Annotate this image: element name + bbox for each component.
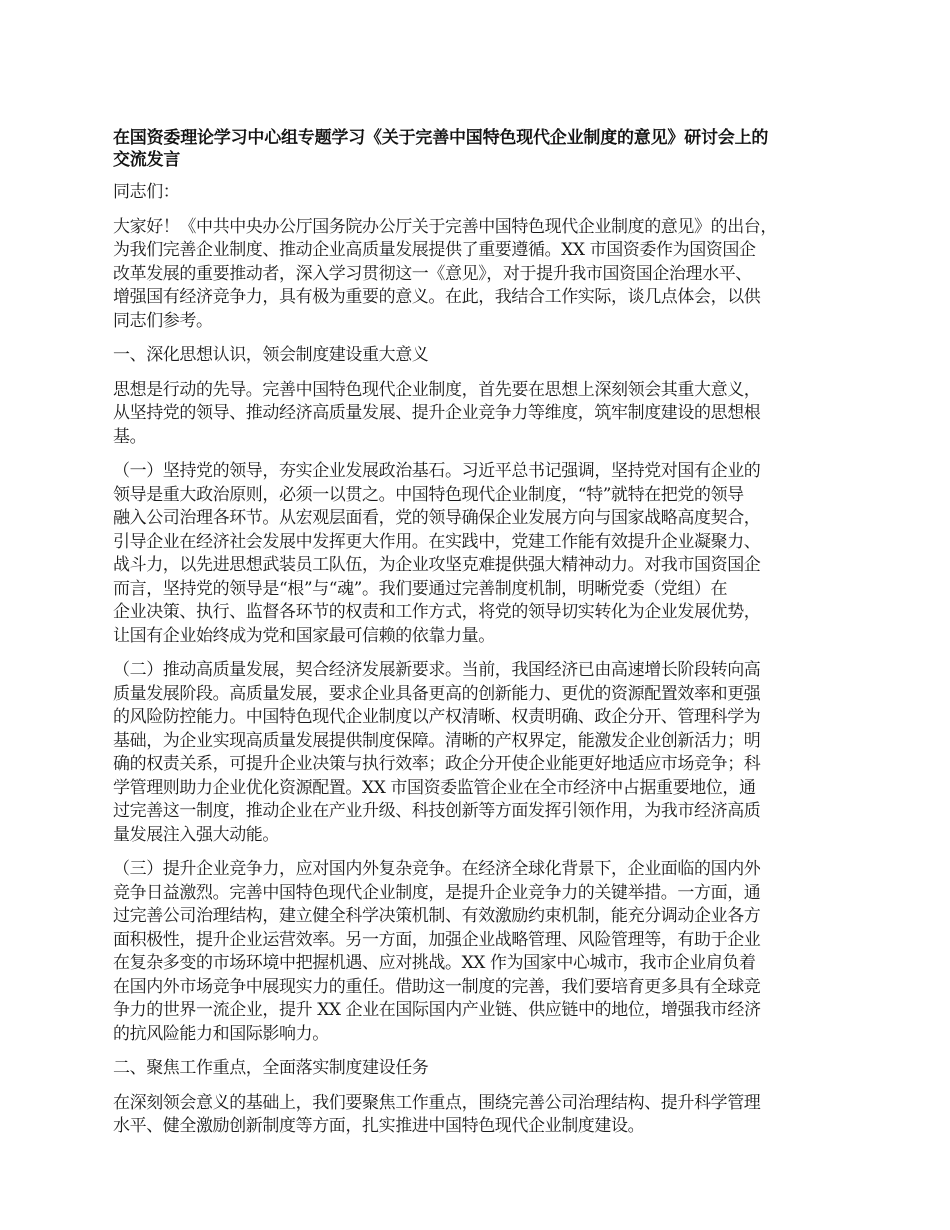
text-line: 思想是行动的先导。完善中国特色现代企业制度，首先要在思想上深刻领会其重大意义， (113, 379, 761, 400)
section1-intro-paragraph (113, 379, 848, 450)
text-line: 大家好！《中共中央办公厅国务院办公厅关于完善中国特色现代企业制度的意见》的出台， (113, 216, 777, 237)
text-line: 企业决策、执行、监督各环节的权责和工作方式，将党的领导切实转化为企业发展优势， (113, 602, 761, 622)
text-line: （三）提升企业竞争力，应对国内外复杂竞争。在经济全球化背景下，企业面临的国内外 (113, 859, 761, 879)
text-line: （一）坚持党的领导，夯实企业发展政治基石。习近平总书记强调，坚持党对国有企业的 (113, 461, 761, 481)
text-line: 融入公司治理各环节。从宏观层面看，党的领导确保企业发展方向与国家战略高度契合， (113, 508, 761, 528)
text-line: 在复杂多变的市场环境中把握机遇、应对挑战。XX 作为国家中心城市，我市企业肩负着 (113, 953, 756, 973)
text-line: 的风险防控能力。中国特色现代企业制度以产权清晰、权责明确、政企分开、管理科学为 (113, 707, 761, 727)
text-line: 争力的世界一流企业，提升 XX 企业在国际国内产业链、供应链中的地位，增强我市经济 (113, 1000, 761, 1020)
document-page (113, 127, 848, 1150)
text-line: 过完善这一制度，推动企业在产业升级、科技创新等方面发挥引领作用，为我市经济高质 (113, 801, 761, 821)
point-2-paragraph (113, 659, 848, 847)
text-line: 领导是重大政治原则，必须一以贯之。中国特色现代企业制度，“特”就特在把党的领导 (113, 484, 744, 505)
point-1-paragraph (113, 460, 848, 648)
text-line: 基础，为企业实现高质量发展提供制度保障。清晰的产权界定，能激发企业创新活力；明 (113, 730, 761, 751)
point-3-paragraph (113, 858, 848, 1046)
text-line: 竞争日益激烈。完善中国特色现代企业制度，是提升企业竞争力的关键举措。一方面，通 (113, 882, 761, 903)
section-heading-1: 一、深化思想认识，领会制度建设重大意义 (113, 345, 429, 365)
text-line: 水平、健全激励创新制度等方面，扎实推进中国特色现代企业制度建设。 (113, 1116, 645, 1136)
text-line: 战斗力，以先进思想武装员工队伍，为企业攻坚克难提供强大精神动力。对我市国资国企 (113, 555, 761, 575)
title-line: 在国资委理论学习中心组专题学习《关于完善中国特色现代企业制度的意见》研讨会上的 (113, 128, 769, 148)
text-line: 改革发展的重要推动者，深入学习贯彻这一《意见》，对于提升我市国资国企治理水平、 (113, 263, 752, 284)
text-line: 面积极性，提升企业运营效率。另一方面，加强企业战略管理、风险管理等，有助于企业 (113, 929, 761, 950)
section2-intro-paragraph (113, 1092, 848, 1139)
text-line: 过完善公司治理结构，建立健全科学决策机制、有效激励约束机制，能充分调动企业各方 (113, 906, 761, 926)
text-line: 在国内外市场竞争中展现实力的重任。借助这一制度的完善，我们要培育更多具有全球竞 (113, 976, 761, 997)
text-line: 让国有企业始终成为党和国家最可信赖的依靠力量。 (113, 625, 495, 646)
intro-paragraph (113, 216, 848, 334)
text-line: 学管理则助力企业优化资源配置。XX 市国资委监管企业在全市经济中占据重要地位，通 (113, 777, 756, 798)
greeting: 同志们： (113, 182, 180, 202)
text-line: 量发展注入强大动能。 (113, 824, 279, 845)
text-line: 确的权责关系，可提升企业决策与执行效率；政企分开使企业能更好地适应市场竞争；科 (113, 754, 761, 774)
text-line: 而言，坚持党的领导是“根”与“魂”。我们要通过完善制度机制，明晰党委（党组）在 (113, 578, 728, 599)
text-line: 为我们完善企业制度、推动企业高质量发展提供了重要遵循。XX 市国资委作为国资国企 (113, 240, 756, 260)
document-title (113, 127, 848, 171)
text-line: 增强国有经济竞争力，具有极为重要的意义。在此，我结合工作实际，谈几点体会，以供 (113, 287, 761, 307)
section-heading-2: 二、聚焦工作重点，全面落实制度建设任务 (113, 1058, 429, 1078)
text-line: 在深刻领会意义的基础上，我们要聚焦工作重点，围绕完善公司治理结构、提升科学管理 (113, 1092, 761, 1113)
text-line: 同志们参考。 (113, 310, 213, 331)
text-line: 从坚持党的领导、推动经济高质量发展、提升企业竞争力等维度，筑牢制度建设的思想根 (113, 403, 761, 423)
text-line: 基。 (113, 426, 147, 447)
text-line: 的抗风险能力和国际影响力。 (113, 1023, 329, 1044)
text-line: 质量发展阶段。高质量发展，要求企业具备更高的创新能力、更优的资源配置效率和更强 (113, 683, 761, 704)
title-line: 交流发言 (113, 150, 181, 170)
text-line: 引导企业在经济社会发展中发挥更大作用。在实践中，党建工作能有效提升企业凝聚力、 (113, 531, 761, 552)
text-line: （二）推动高质量发展，契合经济发展新要求。当前，我国经济已由高速增长阶段转向高 (113, 660, 761, 680)
